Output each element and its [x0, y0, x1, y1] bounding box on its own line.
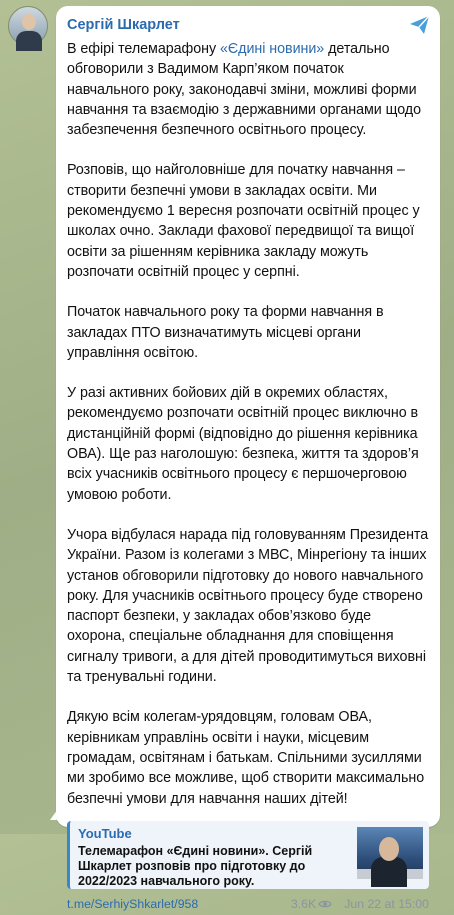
message-date: Jun 22 at 15:00: [344, 896, 429, 911]
thumbnail-person-body: [371, 857, 407, 887]
message-footer: [67, 893, 429, 915]
message-bubble: [56, 6, 440, 911]
thumbnail-person-head: [379, 837, 399, 861]
avatar-head: [22, 14, 36, 30]
avatar-body: [16, 31, 42, 51]
message-meta: [291, 893, 429, 915]
paragraph-1-start: В ефірі телемарафону: [67, 41, 221, 57]
message-paragraph-2: Розповів, що найголовніше для початку навчання – створити безпечні умови в закладах освіти. Ми рекомендуємо 1 вересня розпочати освітній процес у школах очно. Заклади фахової передвищої та вищої освіти за рішенням керівника закладу можуть розпочати освітній процес у серпні.: [67, 162, 420, 280]
message-paragraph-5: Учора відбулася нарада під головуванням Президента України. Разом із колегами з МВС, Мінрегіону та інших установ обговорили підготовку до нового навчального року. Для учасників освітнього процесу буде створено паспорт безпеки, у закладах обов’язково буде охорона, спеціальне обладнання для сповіщення сигналу тривоги, а для дітей проводитимуться виховні та тренувальні години.: [67, 526, 429, 686]
message-paragraph-6: Дякую всім колегам-урядовцям, головам ОВА, керівникам управлінь освіти і науки, місцевим громадам, освітянам і батькам. Спільними зусиллями ми зробимо все можливе, щоб створити максимально безпечні умови для навчання наших дітей!: [67, 709, 425, 807]
paragraph-1-end: детально обговорили з Вадимом Карп’яком початок навчального року, законодавчі зміни, можливі форми навчання та взаємодію з державними органами щодо забезпечення безпечного освітнього процесу.: [67, 41, 422, 139]
preview-thumbnail[interactable]: [357, 827, 423, 879]
view-count: 3.6K: [290, 896, 317, 911]
avatar[interactable]: [8, 6, 48, 46]
sender-name[interactable]: Сергій Шкарлет: [67, 17, 180, 33]
message-paragraph-4: У разі активних бойових дій в окремих областях, рекомендуємо розпочати освітній процес виключно в дистанційній формі (відповідно до рішення керівника ОВА). Ще раз наголошую: безпека, життя та здоров’я всіх учасників освітнього процесу є першочерговою умовою роботи.: [67, 385, 419, 503]
preview-site-name: YouTube: [78, 825, 132, 841]
message-link[interactable]: t.me/SerhiyShkarlet/958: [67, 896, 199, 911]
telemarathon-link[interactable]: «Єдині новини»: [220, 41, 325, 57]
message-paragraph-3: Початок навчального року та форми навчання в закладах ПТО визначатимуть місцеві органи управління освітою.: [67, 304, 384, 361]
link-preview[interactable]: [67, 821, 429, 889]
preview-title: Телемарафон «Єдині новини». Сергій Шкарлет розповів про підготовку до 2022/2023 навчального року.: [78, 843, 313, 888]
message-paragraph-1: [67, 39, 429, 140]
share-arrow-icon[interactable]: [408, 14, 432, 36]
eye-icon: [318, 899, 332, 909]
